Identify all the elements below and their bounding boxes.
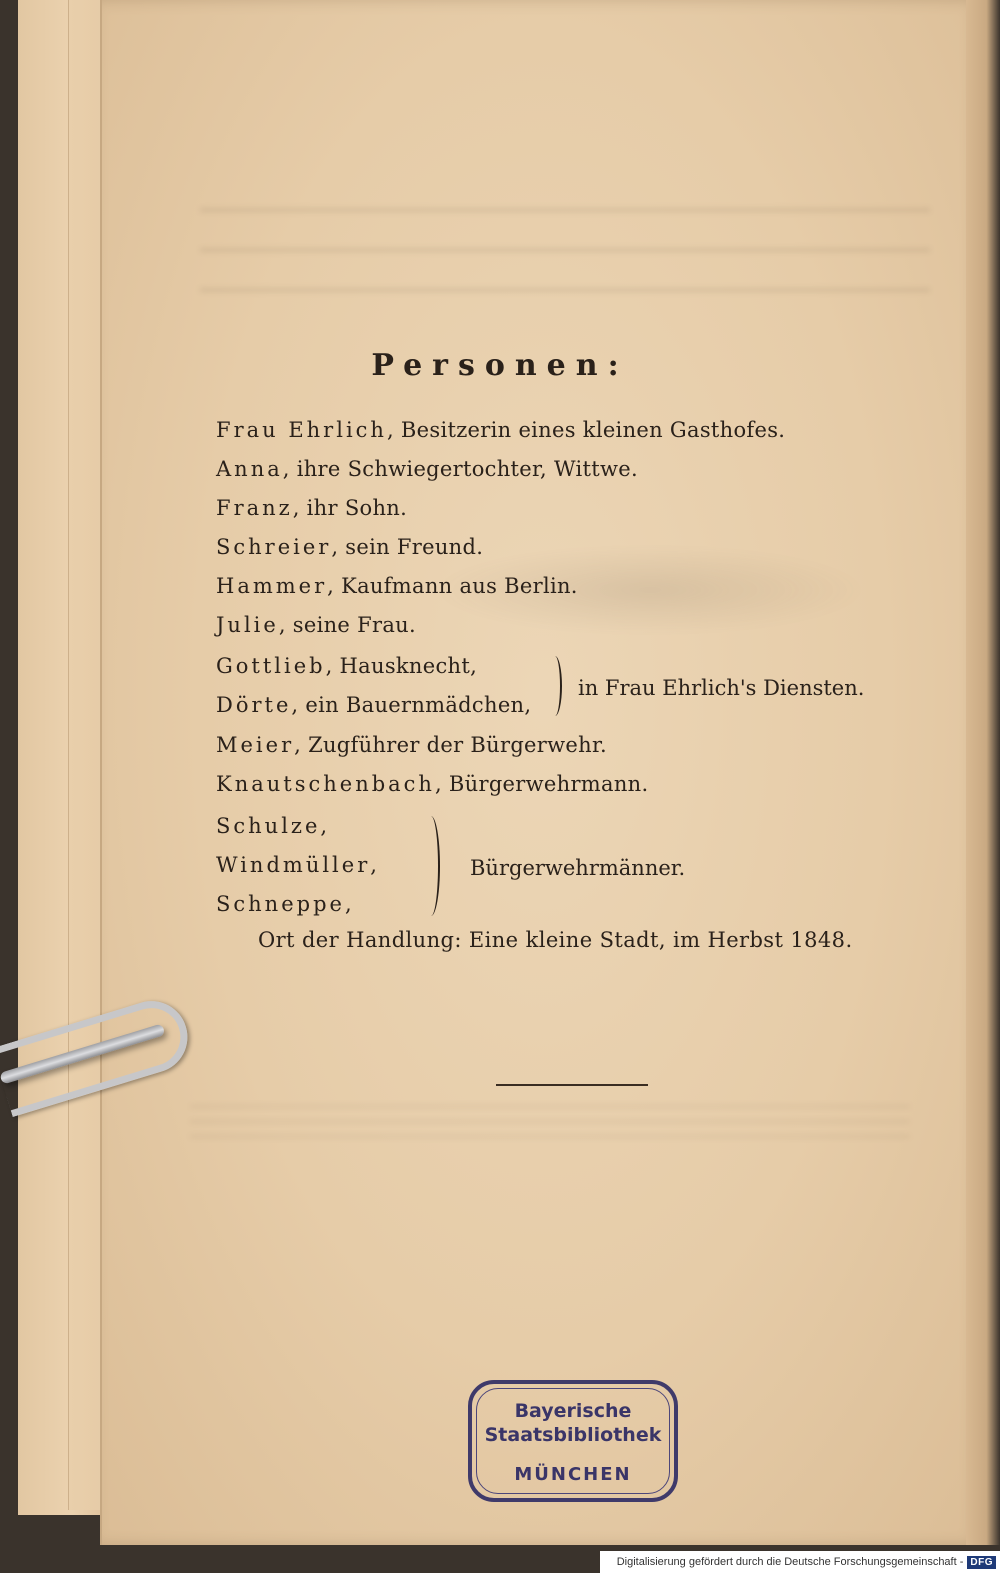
cast-description: , sein Freund.: [331, 535, 484, 559]
cast-name: Dörte: [216, 693, 292, 717]
cast-description: ,: [320, 814, 328, 838]
cast-name: Schulze: [216, 814, 321, 838]
cast-entry: [216, 613, 416, 637]
cast-entry: [216, 654, 477, 678]
cast-entry: [216, 814, 327, 838]
stamp-line-3: MÜNCHEN: [514, 1464, 632, 1485]
cast-entry: [216, 772, 648, 796]
cast-description: , seine Frau.: [278, 613, 416, 637]
cast-entry: [216, 853, 377, 877]
cast-name: Windmüller: [216, 853, 371, 877]
digitization-credit: [600, 1551, 1000, 1573]
show-through-text-bottom: [190, 1100, 910, 1150]
stamp-line-2: Staatsbibliothek: [484, 1424, 662, 1446]
cast-name: Franz: [216, 496, 293, 520]
cast-description: , Besitzerin eines kleinen Gasthofes.: [386, 418, 786, 442]
group-brace-staff: [548, 656, 562, 716]
cast-name: Julie: [216, 613, 279, 637]
cast-entry: [216, 733, 607, 757]
cast-name: Anna: [216, 457, 283, 481]
group-label-militia: Bürgerwehrmänner.: [470, 856, 686, 880]
cast-description: , Kaufmann aus Berlin.: [327, 574, 578, 598]
stamp-line-1: Bayerische: [514, 1400, 632, 1422]
cast-description: ,: [344, 892, 352, 916]
cast-description: , Bürgerwehrmann.: [434, 772, 649, 796]
cast-entry: [216, 418, 785, 442]
cast-name: Gottlieb: [216, 654, 326, 678]
cast-entry: [216, 496, 407, 520]
cast-name: Schreier: [216, 535, 332, 559]
cast-entry: [216, 892, 352, 916]
cast-entry: [216, 574, 578, 598]
page-heading: Personen:: [371, 348, 629, 383]
cast-name: Meier: [216, 733, 295, 757]
cast-description: ,: [370, 853, 378, 877]
digitization-credit-text: Digitalisierung gefördert durch die Deutsche Forschungsgemeinschaft -: [616, 1556, 964, 1568]
cast-entry: [216, 535, 483, 559]
setting-line: Ort der Handlung: Eine kleine Stadt, im Herbst 1848.: [258, 928, 853, 952]
dfg-logo: DFG: [967, 1556, 996, 1569]
cast-description: , ihre Schwiegertochter, Wittwe.: [282, 457, 638, 481]
library-stamp: [468, 1380, 678, 1502]
cast-description: , ihr Sohn.: [292, 496, 408, 520]
cast-name: Knautschenbach: [216, 772, 435, 796]
cast-name: Schneppe: [216, 892, 345, 916]
cast-entry: [216, 693, 531, 717]
group-brace-militia: [422, 816, 440, 916]
cast-description: , Hausknecht,: [325, 654, 478, 678]
cast-description: , Zugführer der Bürgerwehr.: [294, 733, 607, 757]
divider-rule: [496, 1084, 648, 1086]
page-gutter-edge: [966, 0, 1000, 1545]
group-label-staff: in Frau Ehrlich's Diensten.: [578, 676, 865, 700]
cast-name: Frau Ehrlich: [216, 418, 387, 442]
cast-description: , ein Bauernmädchen,: [291, 693, 532, 717]
cast-name: Hammer: [216, 574, 328, 598]
cast-entry: [216, 457, 638, 481]
